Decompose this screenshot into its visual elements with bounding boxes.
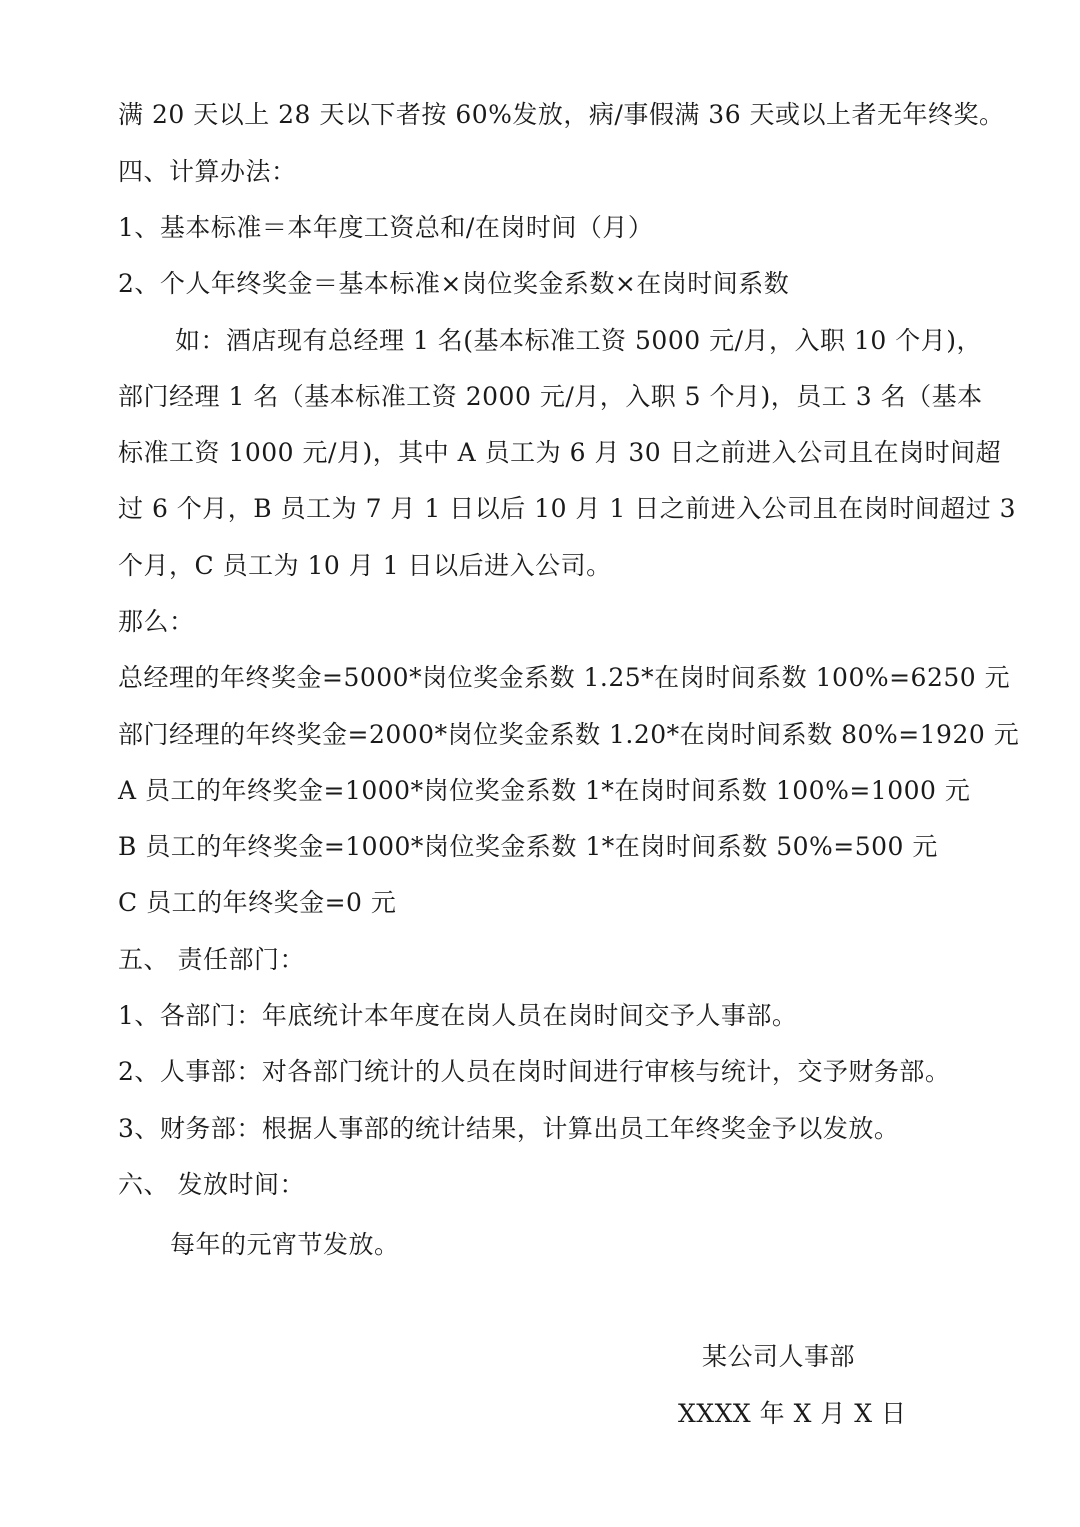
section-heading: 六、 发放时间： bbox=[118, 1170, 305, 1199]
paragraph-line: 个月，C 员工为 10 月 1 日以后进入公司。 bbox=[118, 551, 612, 580]
paragraph-line: 1、基本标准＝本年度工资总和/在岗时间（月） bbox=[118, 213, 654, 242]
paragraph-line: 标准工资 1000 元/月)，其中 A 员工为 6 月 30 日之前进入公司且在岗时间超 bbox=[118, 438, 1002, 467]
paragraph-line: 那么： bbox=[118, 607, 195, 636]
paragraph-line: B 员工的年终奖金=1000*岗位奖金系数 1*在岗时间系数 50%=500 元 bbox=[118, 832, 938, 861]
paragraph-line: 部门经理的年终奖金=2000*岗位奖金系数 1.20*在岗时间系数 80%=1920 元 bbox=[118, 720, 1020, 749]
paragraph-line: 部门经理 1 名（基本标准工资 2000 元/月，入职 5 个月)，员工 3 名（基本 bbox=[118, 382, 983, 411]
paragraph-line: 2、人事部：对各部门统计的人员在岗时间进行审核与统计，交予财务部。 bbox=[118, 1057, 951, 1086]
paragraph-line: 如：酒店现有总经理 1 名(基本标准工资 5000 元/月，入职 10 个月)， bbox=[175, 326, 982, 355]
paragraph-line: 3、财务部：根据人事部的统计结果，计算出员工年终奖金予以发放。 bbox=[118, 1114, 900, 1143]
paragraph-line: A 员工的年终奖金=1000*岗位奖金系数 1*在岗时间系数 100%=1000 元 bbox=[118, 776, 971, 805]
signature-department: 某公司人事部 bbox=[702, 1342, 856, 1371]
paragraph-line: 满 20 天以上 28 天以下者按 60%发放，病/事假满 36 天或以上者无年终奖。 bbox=[118, 100, 1005, 129]
paragraph-line: 每年的元宵节发放。 bbox=[170, 1230, 400, 1259]
section-heading: 五、 责任部门： bbox=[118, 945, 305, 974]
paragraph-line: 总经理的年终奖金=5000*岗位奖金系数 1.25*在岗时间系数 100%=6250 元 bbox=[118, 663, 1011, 692]
paragraph-line: 2、个人年终奖金＝基本标准×岗位奖金系数×在岗时间系数 bbox=[118, 269, 790, 298]
signature-date: XXXX 年 X 月 X 日 bbox=[678, 1399, 907, 1428]
section-heading: 四、计算办法： bbox=[118, 157, 297, 186]
paragraph-line: C 员工的年终奖金=0 元 bbox=[118, 888, 397, 917]
paragraph-line: 1、各部门：年底统计本年度在岗人员在岗时间交予人事部。 bbox=[118, 1001, 798, 1030]
paragraph-line: 过 6 个月，B 员工为 7 月 1 日以后 10 月 1 日之前进入公司且在岗时间超过 3 bbox=[118, 494, 1017, 523]
